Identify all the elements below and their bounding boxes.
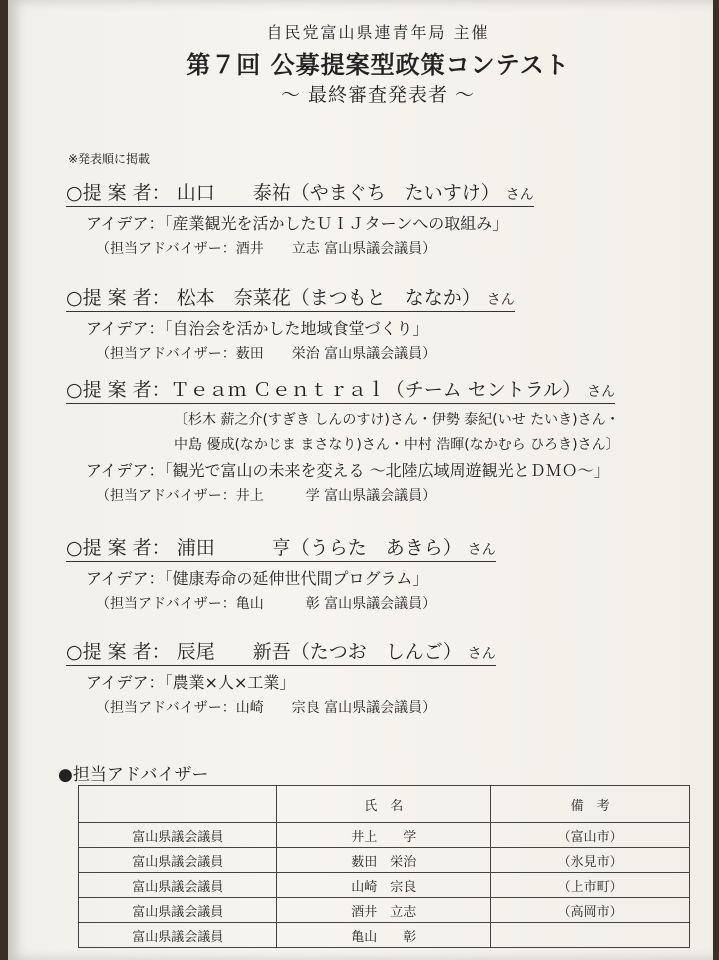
- header: [148, 20, 608, 107]
- proposer-name: ○提 案 者：Ｔｅａｍ Ｃｅｎｔｒａｌ（チーム セントラル）: [66, 379, 582, 401]
- proposer-name: ○提 案 者： 山口 泰祐（やまぐち たいすけ）: [66, 182, 500, 204]
- advisors-table: [78, 785, 690, 948]
- advisor-name: 酒井 立志: [277, 898, 491, 923]
- honorific: さん: [505, 187, 534, 203]
- advisor-remark: （上市町）: [491, 873, 690, 898]
- idea-line: アイデア：「健康寿命の延伸世代間プログラム」: [86, 569, 429, 588]
- honorific: さん: [587, 384, 616, 400]
- header-name: 氏 名: [277, 786, 491, 823]
- table-row: [79, 873, 690, 898]
- document-page: [8, 0, 713, 960]
- organizer-line: 自民党富山県連青年局 主催: [266, 23, 490, 42]
- idea-line: アイデア：「産業観光を活かしたＵＩＪターンへの取組み」: [86, 214, 509, 233]
- page-title: 第７回 公募提案型政策コンテスト: [186, 51, 570, 79]
- advisor-line: （担当アドバイザー：井上 学 富山県議会議員）: [96, 488, 437, 504]
- advisor-affiliation: 富山県議会議員: [79, 923, 277, 948]
- proposer-line: [66, 533, 496, 562]
- advisor-affiliation: 富山県議会議員: [79, 873, 277, 898]
- advisor-name: 山崎 宗良: [277, 873, 491, 898]
- advisor-line: （担当アドバイザー：亀山 彰 富山県議会議員）: [96, 596, 437, 612]
- proposer-line: [66, 178, 534, 207]
- proposer-name: ○提 案 者： 松本 奈菜花（まつもと ななか）: [66, 287, 481, 309]
- proposal-entry-4: [66, 533, 716, 613]
- proposer-name: ○提 案 者： 辰尾 新吾（たつお しんご）: [66, 641, 462, 663]
- advisor-affiliation: 富山県議会議員: [79, 848, 277, 873]
- advisor-line: （担当アドバイザー：薮田 栄治 富山県議会議員）: [96, 346, 437, 362]
- advisors-section-title: ●担当アドバイザー: [58, 765, 209, 785]
- honorific: さん: [486, 292, 515, 308]
- proposal-entry-1: [66, 178, 716, 258]
- advisor-remark: [491, 923, 690, 948]
- advisor-line: （担当アドバイザー：山崎 宗良 富山県議会議員）: [96, 700, 437, 716]
- table-row: [79, 823, 690, 848]
- advisor-name: 井上 学: [277, 823, 491, 848]
- table-row: [79, 898, 690, 923]
- header-remark: 備 考: [491, 786, 690, 823]
- team-members-line-1: 〔杉木 薪之介(すぎき しんのすけ)さん・伊勢 泰紀(いせ たいき)さん・: [174, 412, 620, 428]
- proposer-line: [66, 283, 515, 312]
- advisor-name: 薮田 栄治: [277, 848, 491, 873]
- page-subtitle: 〜 最終審査発表者 〜: [280, 84, 476, 106]
- header-affiliation: [79, 786, 277, 823]
- advisor-name: 亀山 彰: [277, 923, 491, 948]
- table-row: [79, 848, 690, 873]
- proposer-name: ○提 案 者： 浦田 亨（うらた あきら）: [66, 537, 462, 559]
- honorific: さん: [467, 646, 496, 662]
- honorific: さん: [467, 542, 496, 558]
- table-row: [79, 923, 690, 948]
- advisor-remark: （氷見市）: [491, 848, 690, 873]
- proposal-entry-2: [66, 283, 716, 363]
- advisor-affiliation: 富山県議会議員: [79, 823, 277, 848]
- advisor-line: （担当アドバイザー：酒井 立志 富山県議会議員）: [96, 241, 437, 257]
- proposer-line: [66, 637, 496, 666]
- idea-line: アイデア：「観光で富山の未来を変える 〜北陸広域周遊観光とＤＭＯ〜」: [86, 461, 610, 480]
- advisor-remark: （高岡市）: [491, 898, 690, 923]
- proposal-entry-5: [66, 637, 716, 717]
- advisor-affiliation: 富山県議会議員: [79, 898, 277, 923]
- idea-line: アイデア：「農業×人×工業」: [86, 673, 296, 692]
- advisor-remark: （富山市）: [491, 823, 690, 848]
- table-header-row: [79, 786, 690, 823]
- order-note: ※発表順に掲載: [68, 152, 151, 166]
- proposer-line: [66, 375, 615, 404]
- idea-line: アイデア：「自治会を活かした地域食堂づくり」: [86, 319, 429, 338]
- proposal-entry-3: [66, 375, 716, 505]
- team-members-line-2: 中島 優成(なかじま まさなり)さん・中村 浩暉(なかむら ひろき)さん〕: [174, 437, 620, 453]
